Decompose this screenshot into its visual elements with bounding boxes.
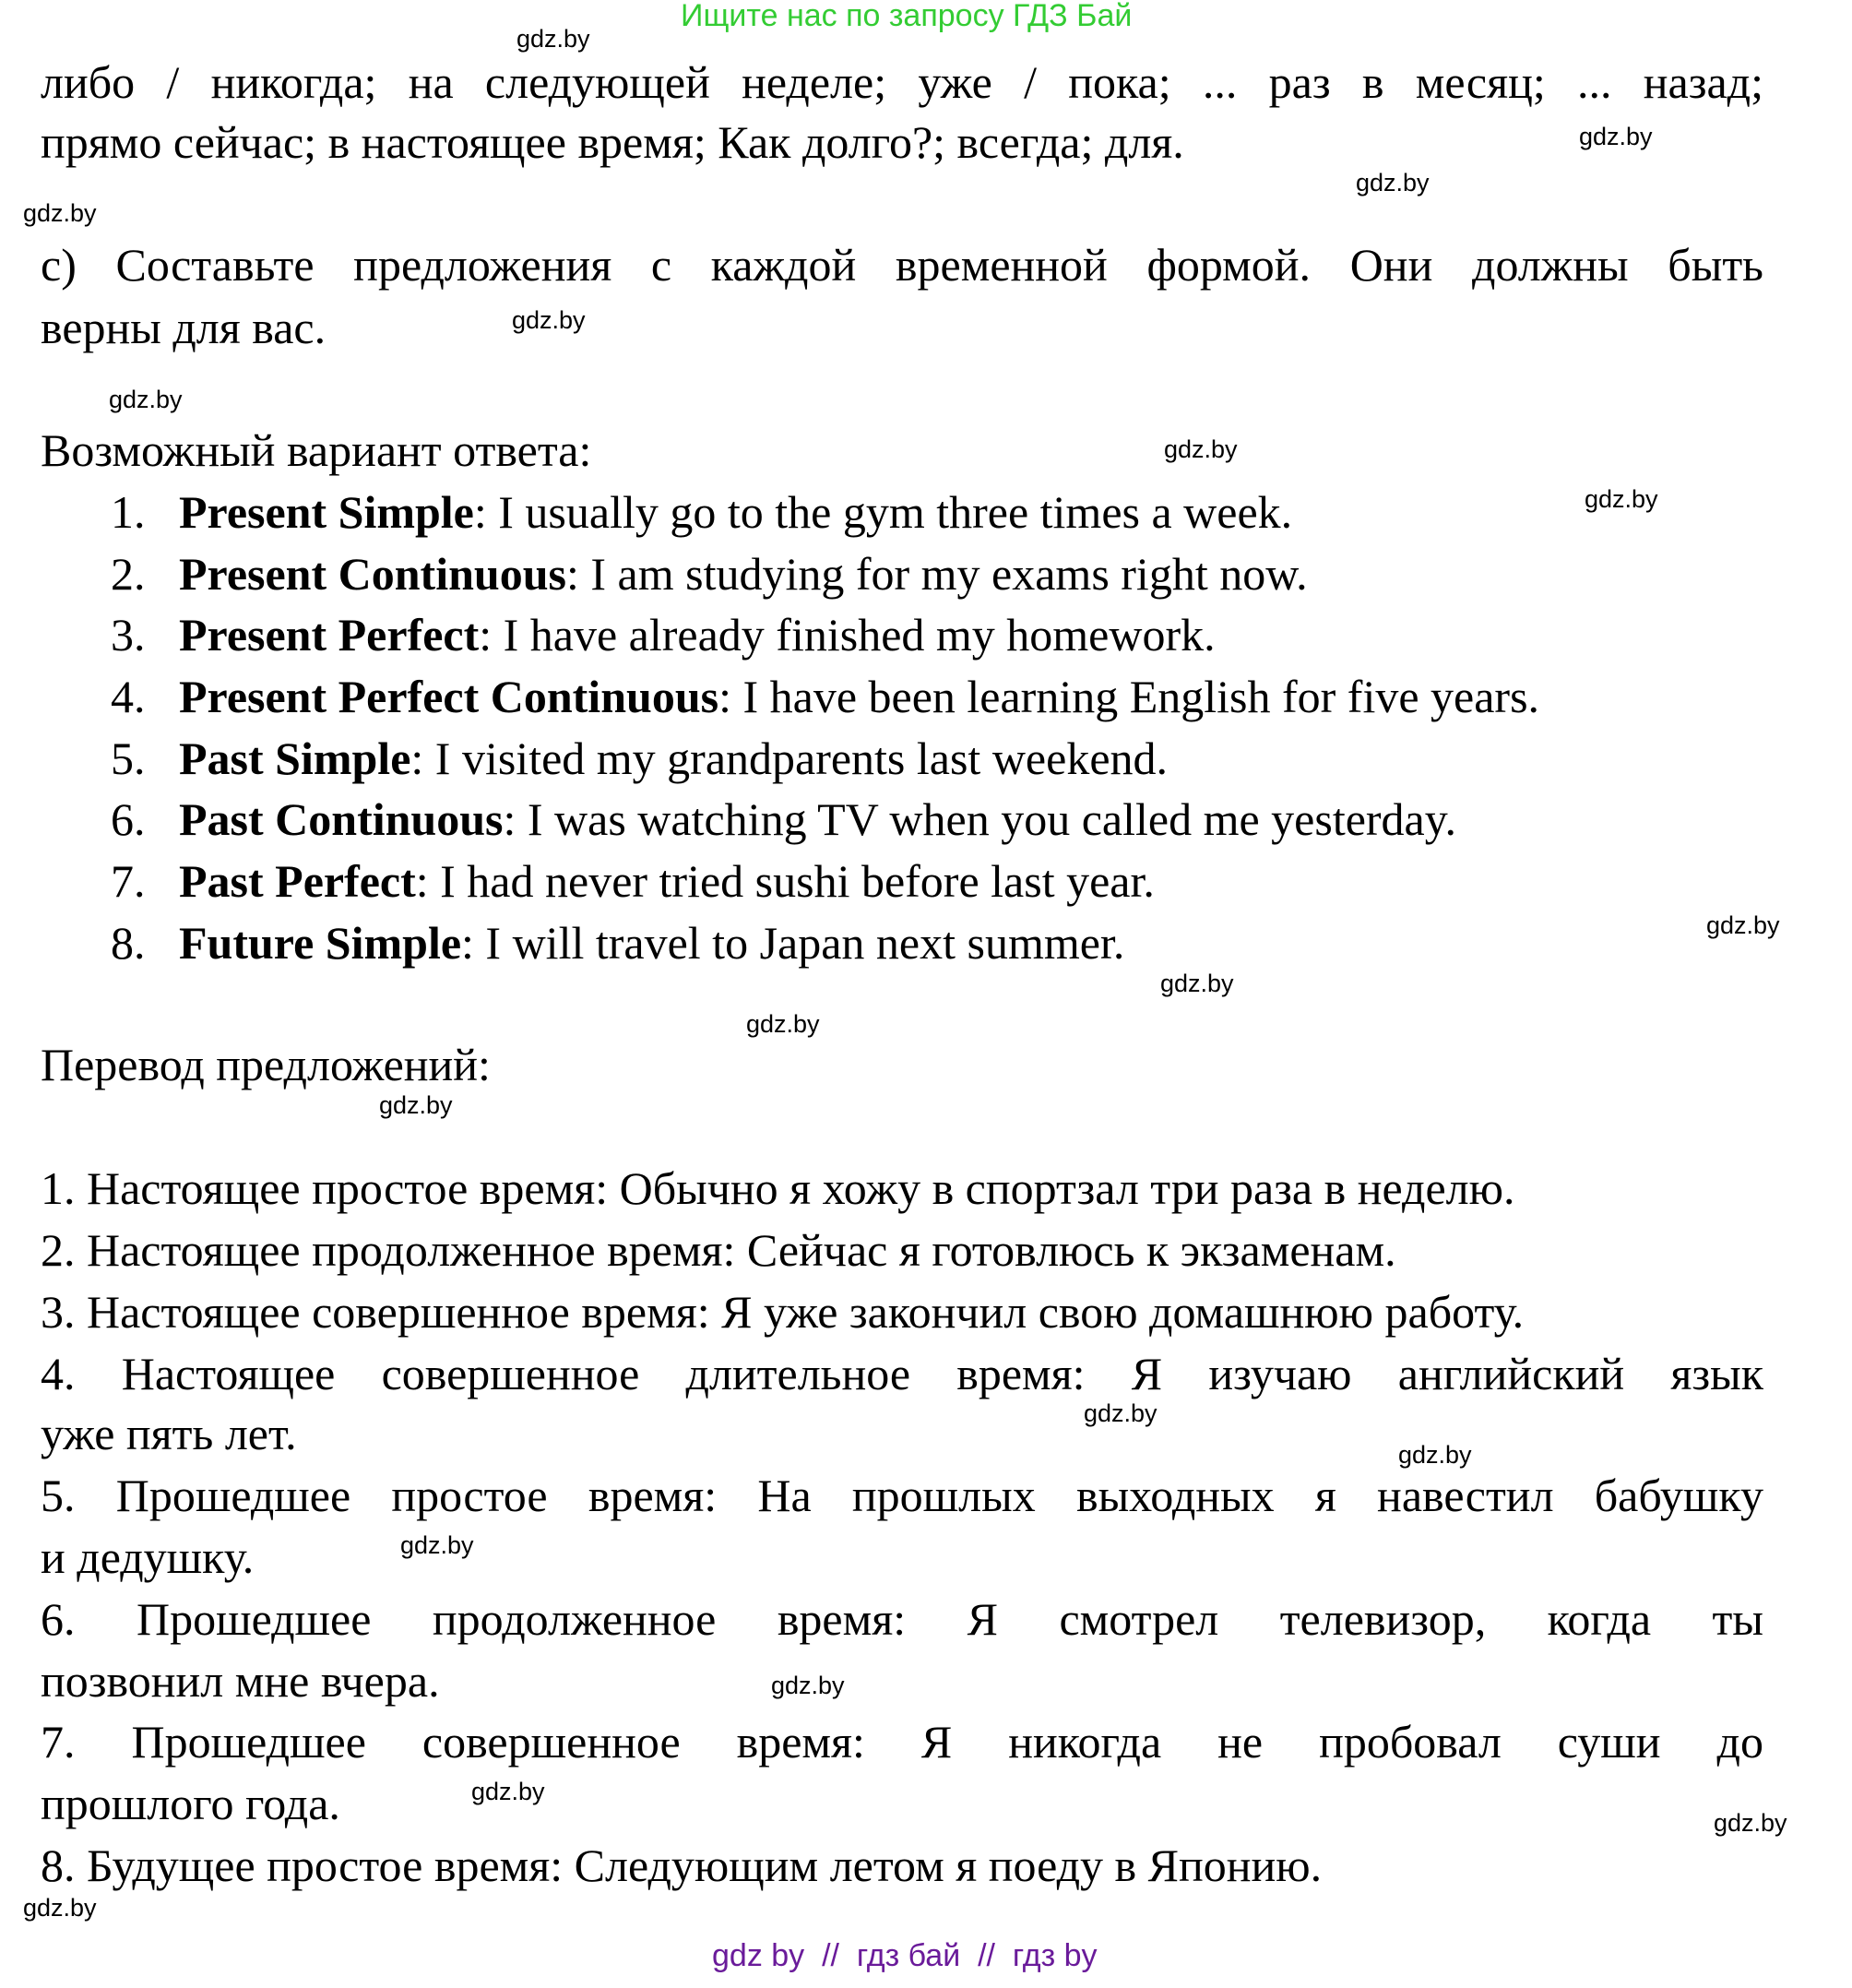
item-number: 8. [111, 917, 146, 969]
answer-item [111, 548, 1308, 600]
watermark: gdz.by [1356, 169, 1430, 196]
tense-name: Present Continuous [179, 548, 566, 600]
translation-line: 7. Прошедшее совершенное время: Я никогда не пробовал суши до [41, 1716, 1763, 1768]
answer-item [111, 793, 1456, 845]
watermark: gdz.by [471, 1778, 545, 1805]
translation-line: позвонил мне вчера. [41, 1655, 440, 1707]
tense-name: Future Simple [179, 917, 462, 969]
translation-line: уже пять лет. [41, 1408, 297, 1459]
answer-item [111, 855, 1155, 907]
example-sentence: : I have been learning English for five years. [718, 671, 1540, 722]
example-sentence: : I visited my grandparents last weekend. [410, 732, 1169, 784]
answer-item [111, 486, 1292, 538]
tense-name: Present Simple [179, 486, 474, 538]
item-number: 7. [111, 855, 146, 907]
watermark: gdz.by [1579, 123, 1653, 150]
watermark: gdz.by [1164, 435, 1238, 463]
tense-name: Present Perfect Continuous [179, 671, 719, 722]
intro-line: прямо сейчас; в настоящее время; Как долго?; всегда; для. [41, 116, 1184, 168]
example-sentence: : I was watching TV when you called me yesterday. [503, 793, 1456, 845]
translation-line: 5. Прошедшее простое время: На прошлых выходных я навестил бабушку [41, 1470, 1763, 1521]
item-number: 6. [111, 793, 146, 845]
task-line: верны для вас. [41, 302, 326, 353]
translation-line: 6. Прошедшее продолженное время: Я смотрел телевизор, когда ты [41, 1593, 1763, 1645]
search-banner: Ищите нас по запросу ГДЗ Бай [681, 0, 1133, 33]
watermark: gdz.by [771, 1672, 845, 1699]
example-sentence: : I am studying for my exams right now. [565, 548, 1308, 600]
translation-line: 1. Настоящее простое время: Обычно я хожу в спортзал три раза в неделю. [41, 1162, 1515, 1214]
intro-line: либо / никогда; на следующей неделе; уже / пока; ... раз в месяц; ... назад; [41, 56, 1763, 108]
item-number: 4. [111, 671, 146, 722]
answer-heading: Возможный вариант ответа: [41, 424, 592, 476]
answer-item [111, 671, 1539, 722]
tense-name: Past Continuous [179, 793, 504, 845]
watermark: gdz.by [1084, 1399, 1158, 1427]
footer-links: gdz by // гдз бай // гдз by [712, 1938, 1098, 1973]
item-number: 5. [111, 732, 146, 784]
answer-item [111, 732, 1168, 784]
watermark: gdz.by [23, 1894, 97, 1922]
watermark: gdz.by [109, 386, 183, 413]
watermark: gdz.by [1585, 485, 1658, 513]
answer-item [111, 917, 1124, 969]
watermark: gdz.by [1706, 911, 1780, 939]
item-number: 2. [111, 548, 146, 600]
tense-name: Past Simple [179, 732, 411, 784]
tense-name: Past Perfect [179, 855, 416, 907]
watermark: gdz.by [746, 1010, 820, 1038]
translation-line: и дедушку. [41, 1531, 255, 1583]
translation-line: 2. Настоящее продолженное время: Сейчас я готовлюсь к экзаменам. [41, 1224, 1396, 1276]
task-line: c) Составьте предложения с каждой временной формой. Они должны быть [41, 239, 1763, 291]
example-sentence: : I had never tried sushi before last year. [415, 855, 1155, 907]
translation-heading: Перевод предложений: [41, 1039, 491, 1090]
item-number: 1. [111, 486, 146, 538]
tense-name: Present Perfect [179, 609, 480, 661]
watermark: gdz.by [1398, 1441, 1472, 1469]
translation-line: прошлого года. [41, 1778, 340, 1829]
translation-line: 4. Настоящее совершенное длительное время: Я изучаю английский язык [41, 1348, 1763, 1399]
watermark: gdz.by [400, 1531, 474, 1559]
watermark: gdz.by [379, 1091, 453, 1119]
watermark: gdz.by [1714, 1809, 1787, 1837]
answer-item [111, 609, 1216, 661]
example-sentence: : I have already finished my homework. [479, 609, 1216, 661]
item-number: 3. [111, 609, 146, 661]
example-sentence: : I usually go to the gym three times a week. [473, 486, 1293, 538]
watermark: gdz.by [23, 199, 97, 227]
translation-line: 8. Будущее простое время: Следующим летом я поеду в Японию. [41, 1839, 1323, 1891]
watermark: gdz.by [512, 306, 586, 334]
translation-line: 3. Настоящее совершенное время: Я уже закончил свою домашнюю работу. [41, 1286, 1525, 1338]
example-sentence: : I will travel to Japan next summer. [461, 917, 1125, 969]
watermark: gdz.by [1160, 970, 1234, 997]
watermark: gdz.by [516, 25, 590, 53]
